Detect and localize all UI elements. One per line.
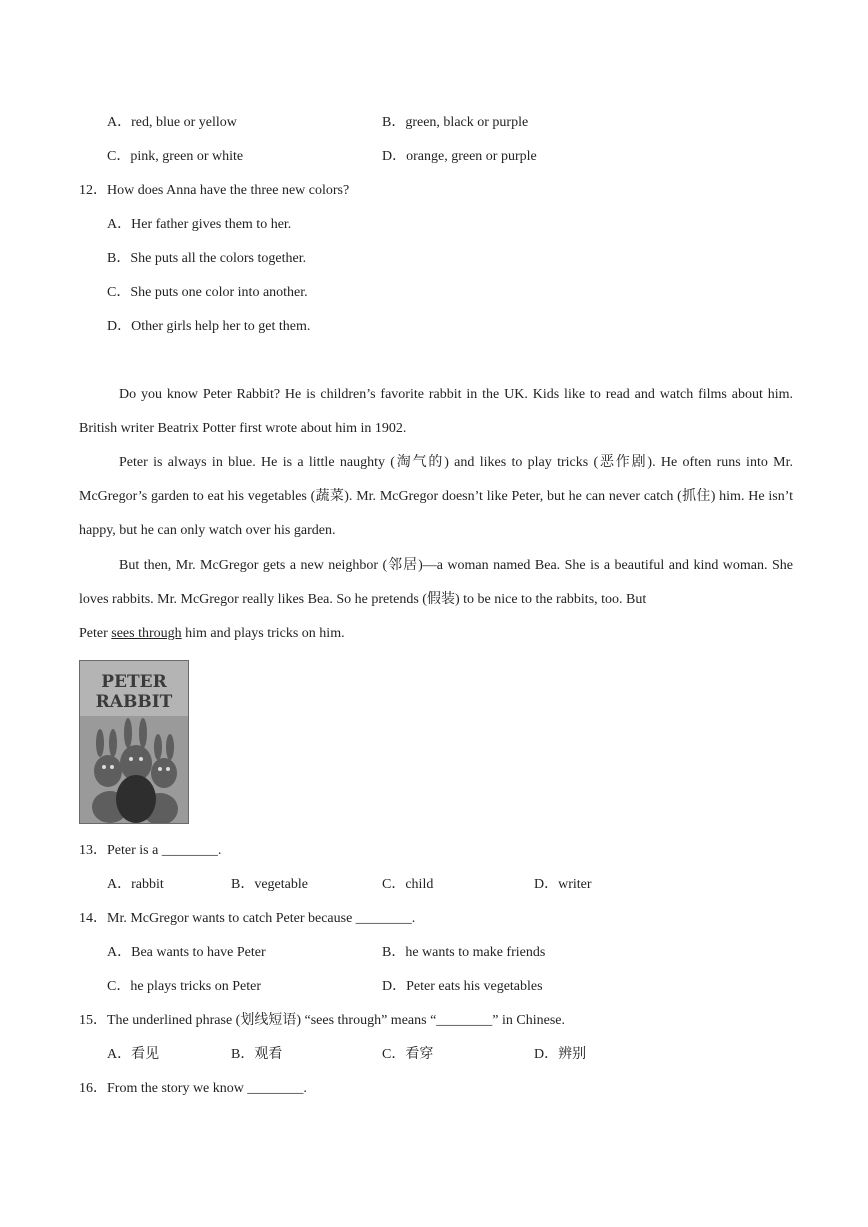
option-letter: C． (107, 285, 131, 300)
peter-rabbit-poster (79, 660, 189, 824)
question-stem: How does Anna have the three new colors? (107, 183, 350, 198)
option-letter: A． (107, 115, 132, 130)
option-letter: C． (382, 877, 406, 892)
question-number: 15． (79, 1013, 107, 1028)
question-stem: From the story we know ________. (107, 1081, 307, 1096)
q13-option-d (534, 876, 592, 894)
question-13 (79, 842, 221, 860)
underlined-phrase: sees through (111, 626, 182, 641)
q14-option-a (107, 944, 266, 962)
poster-illustration (80, 661, 188, 823)
q11-option-b (382, 114, 528, 132)
passage-paragraph-3-end (79, 625, 345, 643)
option-text: rabbit (131, 877, 164, 892)
option-letter: A． (107, 877, 132, 892)
text-fragment: him and plays tricks on him. (181, 626, 345, 641)
q15-option-b (231, 1046, 282, 1064)
question-stem: The underlined phrase (划线短语) “sees through” means “________” in Chinese. (107, 1013, 565, 1028)
option-letter: D． (107, 319, 132, 334)
option-text: Other girls help her to get them. (131, 319, 311, 334)
option-text: red, blue or yellow (131, 115, 237, 130)
option-letter: D． (382, 979, 407, 994)
option-text: Peter eats his vegetables (406, 979, 543, 994)
passage-paragraph-3: But then, Mr. McGregor gets a new neighbor (邻居)—a woman named Bea. She is a beautiful and kind woman. She loves rabbits. Mr. McGregor really likes Bea. So he pretends (假装) to be nice to the rabbits, too. But (79, 558, 793, 607)
passage-paragraph-1: Do you know Peter Rabbit? He is children’s favorite rabbit in the UK. Kids like to read and watch films about him. British writer Beatrix Potter first wrote about him in 1902. (79, 387, 793, 436)
option-text: 看穿 (405, 1047, 434, 1062)
q11-option-d (382, 148, 537, 166)
q13-option-c (382, 876, 433, 894)
option-text: pink, green or white (130, 149, 244, 164)
q14-option-b (382, 944, 545, 962)
question-number: 14． (79, 911, 107, 926)
question-number: 16． (79, 1081, 107, 1096)
option-letter: C． (107, 149, 131, 164)
option-text: She puts one color into another. (130, 285, 308, 300)
option-text: writer (558, 877, 592, 892)
q11-option-c (107, 148, 243, 166)
option-text: orange, green or purple (406, 149, 537, 164)
q15-option-a (107, 1046, 159, 1064)
option-text: vegetable (254, 877, 308, 892)
option-text: green, black or purple (405, 115, 529, 130)
q12-option-a (107, 216, 291, 234)
option-text: child (405, 877, 434, 892)
option-letter: D． (382, 149, 407, 164)
question-stem: Peter is a ________. (107, 843, 222, 858)
q14-option-d (382, 978, 543, 996)
option-letter: D． (534, 877, 559, 892)
q11-option-a (107, 114, 237, 132)
option-text: 看见 (131, 1047, 160, 1062)
option-letter: B． (107, 251, 131, 266)
question-16 (79, 1080, 307, 1098)
option-text: 辨别 (558, 1047, 587, 1062)
option-letter: B． (382, 945, 406, 960)
q15-option-c (382, 1046, 433, 1064)
q12-option-d (107, 318, 310, 336)
question-stem: Mr. McGregor wants to catch Peter because ________. (107, 911, 416, 926)
q13-option-b (231, 876, 308, 894)
option-letter: A． (107, 945, 132, 960)
option-text: he plays tricks on Peter (130, 979, 261, 994)
option-letter: B． (231, 877, 255, 892)
option-letter: A． (107, 1047, 132, 1062)
option-text: She puts all the colors together. (130, 251, 307, 266)
option-text: 观看 (254, 1047, 283, 1062)
option-letter: B． (231, 1047, 255, 1062)
option-text: Bea wants to have Peter (131, 945, 266, 960)
question-number: 12． (79, 183, 107, 198)
text-fragment: Peter (79, 626, 112, 641)
question-12 (79, 182, 349, 200)
q15-option-d (534, 1046, 586, 1064)
q12-option-b (107, 250, 306, 268)
q14-option-c (107, 978, 261, 996)
option-letter: B． (382, 115, 406, 130)
question-15 (79, 1012, 565, 1030)
q12-option-c (107, 284, 308, 302)
poster-title-line-1: PETER (101, 672, 167, 692)
option-text: Her father gives them to her. (131, 217, 292, 232)
option-text: he wants to make friends (405, 945, 546, 960)
poster-title-line-2: RABBIT (95, 692, 173, 712)
q13-option-a (107, 876, 164, 894)
passage-paragraph-2: Peter is always in blue. He is a little naughty (淘气的) and likes to play tricks (恶作剧). He often runs into Mr. McGregor’s garden to eat his vegetables (蔬菜). Mr. McGregor doesn’t like Peter, but he can never catch (抓住) him. He isn’t happy, but he can only watch over his garden. (79, 455, 793, 538)
option-letter: D． (534, 1047, 559, 1062)
option-letter: C． (382, 1047, 406, 1062)
question-14 (79, 910, 415, 928)
question-number: 13． (79, 843, 107, 858)
option-letter: C． (107, 979, 131, 994)
option-letter: A． (107, 217, 132, 232)
